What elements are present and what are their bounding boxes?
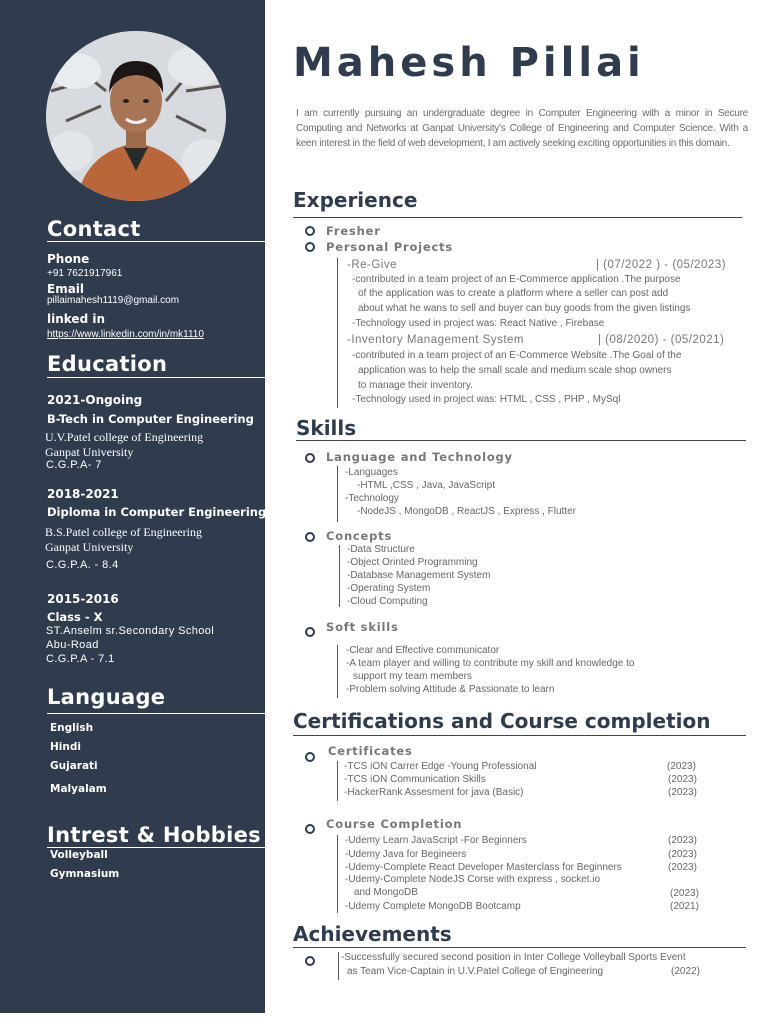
certificate-name: -TCS iON Carrer Edge -Young Professional <box>344 761 537 772</box>
edu-2-college: B.S.Patel college of Engineering <box>45 525 202 539</box>
course-name: -Udemy Complete MongoDB Bootcamp <box>345 901 521 912</box>
skill-line: -Technology <box>345 493 399 504</box>
achievement-line: as Team Vice-Captain in U.V.Patel College of Engineering <box>347 966 604 977</box>
lang-tech-line <box>337 466 338 522</box>
skill-line: -NodeJS , MongoDB , ReactJS , Express , Flutter <box>357 506 576 517</box>
edu-3-grade: C.G.P.A - 7.1 <box>46 653 115 665</box>
contact-heading: Contact <box>47 217 141 241</box>
soft-skill-line: -Clear and Effective communicator <box>346 645 500 656</box>
course-name: -Udemy-Complete NodeJS Corse with express , socket.io <box>345 874 601 885</box>
project-1-tech: -Technology used in project was: React Native , Firebase <box>352 318 605 329</box>
project-1-title: -Re-Give <box>347 259 398 271</box>
experience-divider <box>293 217 742 218</box>
experience-status: Fresher <box>326 224 381 238</box>
achievements-line <box>338 952 339 980</box>
course-completion-heading: Course Completion <box>326 817 463 831</box>
language-item: Hindi <box>50 741 81 753</box>
linkedin-link[interactable]: https://www.linkedin.com/in/mk1110 <box>47 329 204 340</box>
courses-line <box>337 835 338 913</box>
course-year: (2023) <box>670 888 699 899</box>
soft-skill-line: -Problem solving Attitude & Passionate to learn <box>346 684 555 695</box>
hobbies-divider <box>47 847 265 848</box>
phone-label: Phone <box>47 252 90 266</box>
language-divider <box>47 713 265 714</box>
course-year: (2023) <box>668 849 697 860</box>
course-year: (2023) <box>668 835 697 846</box>
soft-skills-line <box>337 645 338 698</box>
achievements-divider <box>293 947 746 948</box>
certificate-year: (2023) <box>668 774 697 785</box>
course-year: (2023) <box>668 862 697 873</box>
hobby-item: Gymnasium <box>50 868 120 880</box>
certificate-year: (2023) <box>667 761 696 772</box>
skill-line: -Languages <box>345 467 398 478</box>
certifications-heading: Certifications and Course completion <box>293 709 711 733</box>
concept-line: -Database Management System <box>347 570 491 581</box>
email-value[interactable]: pillaimahesh1119@gmail.com <box>47 295 180 306</box>
project-1-line: about what he wans to sell and buyer can buy goods from the given listings <box>358 303 691 314</box>
concept-line: -Data Structure <box>347 544 415 555</box>
achievement-year: (2022) <box>671 966 700 977</box>
profile-photo-image <box>46 31 226 201</box>
project-2-line: -contributed in a team project of an E-Commerce Website .The Goal of the <box>352 350 682 361</box>
edu-1-grade: C.G.P.A- 7 <box>46 459 102 471</box>
bullet-icon <box>305 752 315 762</box>
edu-2-university: Ganpat University <box>45 540 134 554</box>
projects-line <box>337 258 338 408</box>
edu-3-years: 2015-2016 <box>47 592 119 606</box>
language-item: Gujarati <box>50 760 98 772</box>
project-1-line: of the application was to create a platform where a seller can post add <box>358 288 669 299</box>
certificate-name: -TCS iON Communication Skills <box>344 774 486 785</box>
bullet-icon <box>305 956 315 966</box>
education-heading: Education <box>47 352 168 376</box>
course-name: -Udemy-Complete React Developer Masterclass for Beginners <box>345 862 622 873</box>
phone-value: +91 7621917961 <box>47 268 123 279</box>
soft-skills-heading: Soft skills <box>326 620 399 634</box>
candidate-name: Mahesh Pillai <box>293 40 645 86</box>
project-1-line: -contributed in a team project of an E-Commerce application .The purpose <box>352 274 681 285</box>
project-2-line: application was to help the small scale and medium scale shop owners <box>358 365 672 376</box>
profile-summary: I am currently pursuing an undergraduate degree in Computer Engineering with a minor in Secure Computing and Networks at Ganpat University's College of Engineering and Computer Science. With a keen interest in the field of web development, I am actively seeking exciting opportunities in this domain. <box>296 108 748 149</box>
concepts-heading: Concepts <box>326 529 393 543</box>
project-2-dates: | (08/2020) - (05/2021) <box>598 334 725 346</box>
bullet-icon <box>305 824 315 834</box>
edu-1-years: 2021-Ongoing <box>47 393 143 407</box>
soft-skill-line: support my team members <box>353 671 472 682</box>
education-divider <box>47 377 265 378</box>
course-name: -Udemy Java for Begineers <box>345 849 467 860</box>
certificates-heading: Certificates <box>328 744 413 758</box>
hobby-item: Volleyball <box>50 849 108 861</box>
project-2-tech: -Technology used in project was: HTML , CSS , PHP , MySql <box>352 394 621 405</box>
email-label: Email <box>47 282 85 296</box>
skill-line: -HTML ,CSS , Java, JavaScript <box>357 480 495 491</box>
bullet-icon <box>305 226 315 236</box>
certifications-divider <box>293 735 746 736</box>
language-heading: Language <box>47 685 166 709</box>
edu-3-school: ST.Anselm sr.Secondary School <box>46 625 215 637</box>
edu-3-city: Abu-Road <box>46 639 99 651</box>
profile-photo <box>46 31 226 201</box>
bullet-icon <box>305 453 315 463</box>
skills-heading: Skills <box>296 416 357 440</box>
lang-tech-heading: Language and Technology <box>326 450 513 464</box>
projects-heading: Personal Projects <box>326 240 454 254</box>
language-item: English <box>50 722 94 734</box>
edu-2-degree: Diploma in Computer Engineering <box>47 505 267 519</box>
edu-1-degree: B-Tech in Computer Engineering <box>47 412 254 426</box>
concept-line: -Operating System <box>347 583 431 594</box>
course-name: -Udemy Learn JavaScript -For Beginners <box>345 835 527 846</box>
certificate-year: (2023) <box>668 787 697 798</box>
contact-divider <box>47 241 265 242</box>
edu-1-university: Ganpat University <box>45 445 134 459</box>
bullet-icon <box>305 242 315 252</box>
project-2-line: to manage their inventory. <box>358 380 473 391</box>
sidebar <box>0 0 265 1013</box>
edu-2-years: 2018-2021 <box>47 487 119 501</box>
certificates-line <box>337 761 338 801</box>
bullet-icon <box>305 532 315 542</box>
language-item: Malyalam <box>50 783 107 795</box>
soft-skill-line: -A team player and willing to contribute my skill and knowledge to <box>346 658 635 669</box>
project-1-dates: | (07/2022 ) - (05/2023) <box>596 259 727 271</box>
linkedin-label: linked in <box>47 312 105 326</box>
course-name-continued: and MongoDB <box>354 887 418 898</box>
concept-line: -Object Orinted Programming <box>347 557 478 568</box>
achievements-heading: Achievements <box>293 922 452 946</box>
skills-divider <box>296 440 746 441</box>
concept-line: -Cloud Computing <box>347 596 428 607</box>
edu-1-college: U.V.Patel college of Engineering <box>45 430 204 444</box>
experience-heading: Experience <box>293 188 418 212</box>
edu-3-degree: Class - X <box>47 610 103 624</box>
concepts-line <box>339 545 340 607</box>
edu-2-grade: C.G.P.A. - 8.4 <box>46 559 119 571</box>
bullet-icon <box>305 627 315 637</box>
course-year: (2021) <box>670 901 699 912</box>
achievement-line: -Successfully secured second position in Inter College Volleyball Sports Event <box>341 952 686 963</box>
hobbies-heading: Intrest & Hobbies <box>47 823 261 847</box>
project-2-title: -Inventory Management System <box>347 334 524 346</box>
certificate-name: -HackerRank Assesment for java (Basic) <box>344 787 524 798</box>
